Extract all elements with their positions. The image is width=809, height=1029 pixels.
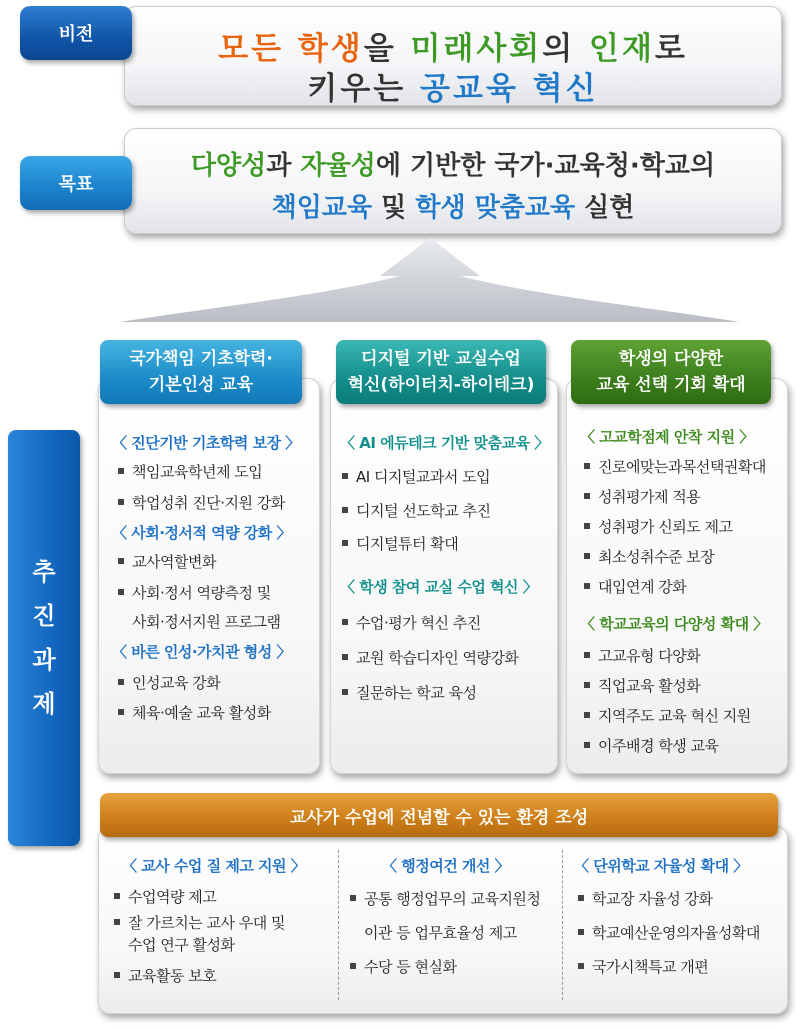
column-header-digital-classroom <box>336 340 546 404</box>
header-line: 기본인성 교육 <box>148 375 254 395</box>
section-title: 〈 학교교육의 다양성 확대 〉 <box>580 615 768 633</box>
vision-word: 학생 <box>297 31 364 67</box>
vision-word: 미래사회 <box>410 31 543 67</box>
vision-line-1 <box>125 23 781 68</box>
list-item: 학교장 자율성 강화 <box>592 890 713 908</box>
list-item: 교사역할변화 <box>132 553 216 571</box>
goal-line-1 <box>125 145 781 182</box>
header-line: 교육 선택 기회 확대 <box>596 375 746 395</box>
vision-word: 로 <box>654 31 688 67</box>
section-title: 〈 AI 에듀테크 기반 맞춤교육 〉 <box>340 434 549 452</box>
column-divider <box>338 850 339 1000</box>
vision-word: 키우는 <box>307 71 421 107</box>
list-item-continued: 사회·정서지원 프로그램 <box>132 613 281 631</box>
section-title: 〈 사회·정서적 역량 강화 〉 <box>112 524 291 542</box>
header-line: 국가책임 기초학력· <box>129 349 273 369</box>
vision-word: 의 <box>542 31 590 67</box>
list-item: 진로에맞는과목선택권확대 <box>598 458 766 476</box>
goal-word: 과 <box>266 151 301 181</box>
header-line: 디지털 기반 교실수업 <box>361 349 521 369</box>
list-item: 학교예산운영의자율성확대 <box>592 924 760 942</box>
section-title: 〈 행정여건 개선 〉 <box>382 857 510 875</box>
goal-word: 및 <box>372 193 416 223</box>
list-item: 질문하는 학교 육성 <box>356 684 477 702</box>
header-line: 학생의 다양한 <box>618 349 724 369</box>
column-header-basic-education <box>100 340 302 404</box>
list-item: 학업성취 진단·지원 강화 <box>132 494 285 512</box>
column-divider <box>562 850 563 1000</box>
list-item: 교육활동 보호 <box>128 967 217 985</box>
list-item: 수당 등 현실화 <box>364 958 457 976</box>
vision-word: 공교육 혁신 <box>420 71 599 107</box>
vision-panel <box>124 6 782 106</box>
teacher-environment-header: 교사가 수업에 전념할 수 있는 환경 조성 <box>100 793 778 837</box>
list-item: 공통 행정업무의 교육지원청 <box>364 890 541 908</box>
list-item: AI 디지털교과서 도입 <box>356 468 491 486</box>
list-item: 성취평가 신뢰도 제고 <box>598 518 733 536</box>
list-item: 직업교육 활성화 <box>598 677 701 695</box>
side-char: 과 <box>32 646 56 674</box>
header-line: 혁신(하이터치-하이테크) <box>347 375 535 395</box>
vision-word: 인재 <box>589 31 655 67</box>
section-title: 〈 학생 참여 교실 수업 혁신 〉 <box>340 578 538 596</box>
goal-word: 실현 <box>575 193 635 223</box>
list-item: 고교유형 다양화 <box>598 647 701 665</box>
goal-line-2 <box>125 187 781 224</box>
list-item: 디지털튜터 확대 <box>356 535 459 553</box>
goal-label: 목표 <box>20 156 132 210</box>
list-item: 잘 가르치는 교사 우대 및 <box>128 914 285 932</box>
list-item: 최소성취수준 보장 <box>598 548 715 566</box>
tasks-side-label <box>8 430 80 846</box>
column-header-education-choice <box>571 340 771 404</box>
list-item: 책임교육학년제 도입 <box>132 463 263 481</box>
list-item: 지역주도 교육 혁신 지원 <box>598 707 751 725</box>
list-item: 이주배경 학생 교육 <box>598 737 719 755</box>
list-item-continued: 수업 연구 활성화 <box>128 936 235 954</box>
vision-line-2 <box>125 63 781 108</box>
list-item: 수업·평가 혁신 추진 <box>356 614 481 632</box>
section-title: 〈 단위학교 자율성 확대 〉 <box>574 857 748 875</box>
up-arrow-icon <box>80 236 780 328</box>
side-char: 추 <box>32 558 56 586</box>
list-item: 교원 학습디자인 역량강화 <box>356 649 519 667</box>
list-item: 인성교육 강화 <box>132 674 221 692</box>
list-item: 대입연계 강화 <box>598 578 687 596</box>
list-item: 디지털 선도학교 추진 <box>356 502 491 520</box>
goal-panel <box>124 128 782 234</box>
list-item: 성취평가제 적용 <box>598 488 701 506</box>
goal-word: 다양성 <box>190 151 267 181</box>
section-title: 〈 교사 수업 질 제고 지원 〉 <box>122 857 306 875</box>
vision-word: 을 <box>363 31 411 67</box>
section-title: 〈 고교학점제 안착 지원 〉 <box>580 428 754 446</box>
list-item: 수업역량 제고 <box>128 888 217 906</box>
list-item: 사회·정서 역량측정 및 <box>132 584 271 602</box>
goal-word: 에 기반한 국가·교육청·학교의 <box>375 151 716 181</box>
vision-label: 비전 <box>20 6 132 60</box>
vision-word: 모든 <box>218 31 298 67</box>
list-item-continued: 이관 등 업무효율성 제고 <box>364 924 517 942</box>
section-title: 〈 바른 인성·가치관 형성 〉 <box>112 643 291 661</box>
goal-word: 학생 맞춤교육 <box>415 193 576 223</box>
section-title: 〈 진단기반 기초학력 보장 〉 <box>112 434 300 452</box>
goal-word: 책임교육 <box>271 193 373 223</box>
list-item: 국가시책특교 개편 <box>592 958 709 976</box>
goal-word: 자율성 <box>300 151 376 181</box>
side-char: 진 <box>32 602 56 630</box>
side-char: 제 <box>32 690 56 718</box>
list-item: 체육·예술 교육 활성화 <box>132 704 271 722</box>
